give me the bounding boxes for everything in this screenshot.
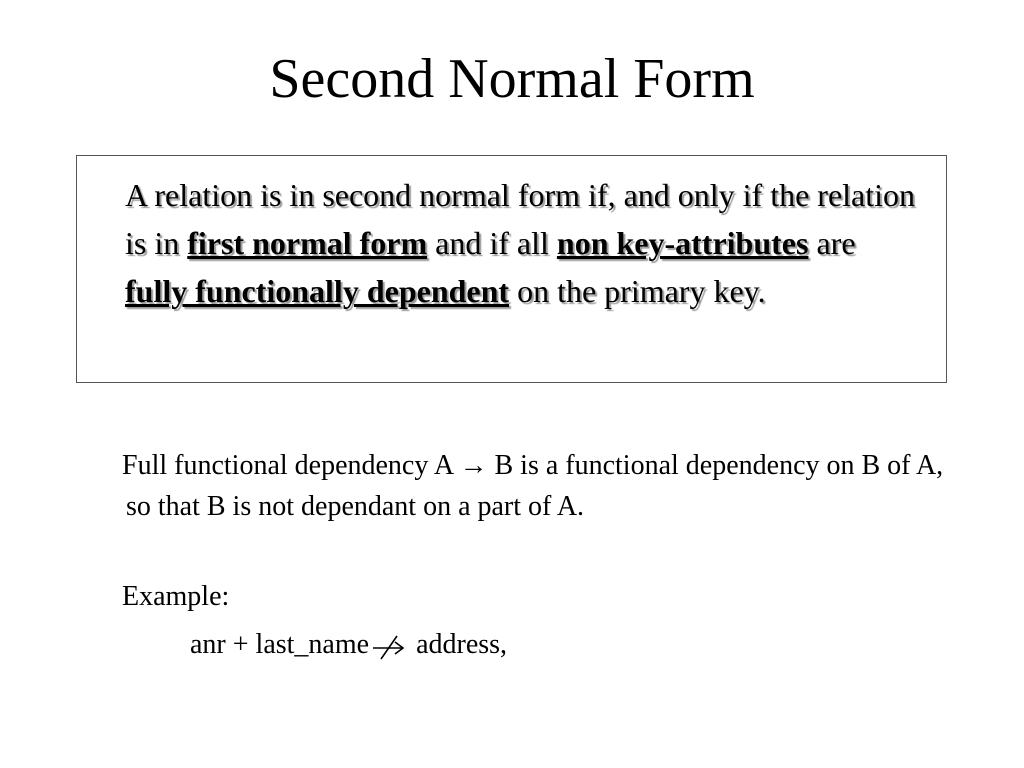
example-label: Example: bbox=[122, 581, 230, 612]
definition-text bbox=[125, 171, 925, 315]
term-fully-functionally-dependent: fully functionally dependent bbox=[125, 273, 510, 309]
explanation-rest: B is a functional dependency on B of A, so that B is not dependant on a part of A. bbox=[126, 450, 944, 522]
definition-part-3: are bbox=[808, 225, 856, 261]
explanation-text bbox=[122, 445, 946, 527]
term-non-key-attributes: non key-attributes bbox=[556, 225, 809, 261]
definition-part-1: A relation is in second normal form if, and only if the relation is in bbox=[125, 177, 916, 261]
arrow-symbol: → bbox=[459, 450, 488, 481]
definition-part-4: on the primary key. bbox=[509, 273, 766, 309]
explanation-lead: Full functional dependency A bbox=[122, 450, 460, 481]
example-rhs: address, bbox=[409, 629, 508, 660]
not-implies-arrow-icon bbox=[371, 633, 407, 661]
example-formula bbox=[190, 624, 507, 665]
example-lhs: anr + last_name bbox=[190, 629, 370, 660]
term-first-normal-form: first normal form bbox=[187, 225, 428, 261]
slide-title: Second Normal Form bbox=[269, 48, 755, 110]
definition-part-2: and if all bbox=[427, 225, 557, 261]
definition-box bbox=[76, 155, 947, 383]
